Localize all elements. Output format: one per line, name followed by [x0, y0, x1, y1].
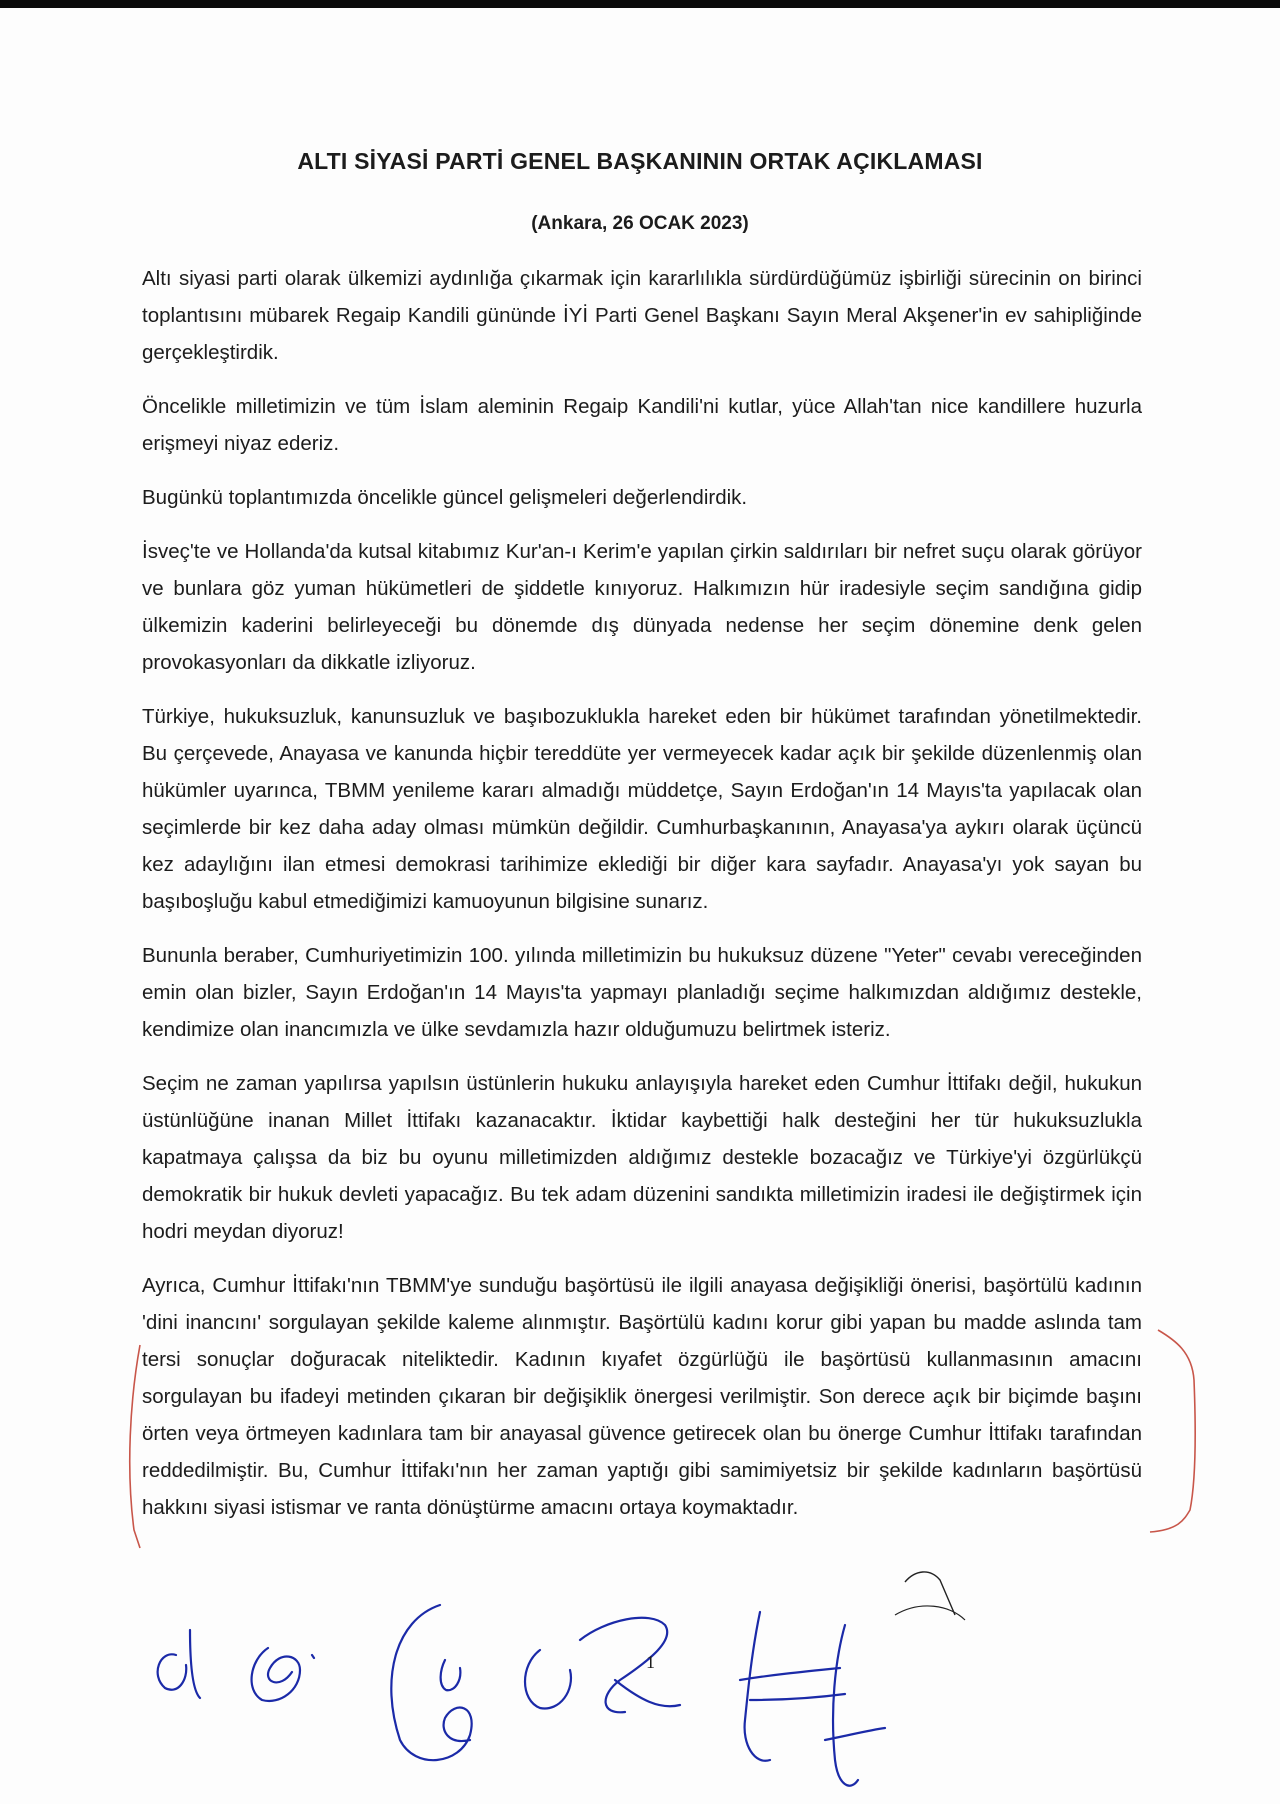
signature-6	[825, 1625, 885, 1786]
signature-3	[391, 1605, 471, 1760]
signature-1	[158, 1630, 200, 1698]
document-title: ALTI SİYASİ PARTİ GENEL BAŞKANININ ORTAK AÇIKLAMASI	[297, 148, 983, 174]
signatures-block	[0, 1590, 1280, 1804]
paragraph-5: Türkiye, hukuksuzluk, kanunsuzluk ve başıbozuklukla hareket eden bir hükümet tarafından yönetilmektedir. Bu çerçevede, Anayasa ve kanunda hiçbir tereddüte yer vermeyecek kadar açık bir şekilde düzenlenmiş olan hükümler uyarınca, TBMM yenileme kararı almadığı müddetçe, Sayın Erdoğan'ın 14 Mayıs'ta yapılacak olan seçimlerde bir kez daha aday olması mümkün değildir. Cumhurbaşkanının, Anayasa'ya aykırı olarak üçüncü kez adaylığını ilan etmesi demokrasi tarihimize eklediği bir diğer kara sayfadır. Anayasa'yı yok sayan bu başıboşluğu kabul etmediğimizi kamuoyunun bilgisine sunarız.	[142, 705, 1142, 913]
paragraph-8-annotated: Ayrıca, Cumhur İttifakı'nın TBMM'ye sunduğu başörtüsü ile ilgili anayasa değişikliği önerisi, başörtülü kadının 'dini inancını' sorgulayan şekilde kaleme alınmıştır. Başörtülü kadını korur gibi yapan bu madde aslında tam tersi sonuçlar doğuracak niteliktedir. Kadının kıyafet özgürlüğü ile başörtüsü kullanmasının amacını sorgulayan bu ifadeyi metinden çıkaran bir değişiklik önergesi verilmiştir. Son derece açık bir biçimde başını örten veya örtmeyen kadınlara tam bir anayasal güvence getirecek olan bu önerge Cumhur İttifakı tarafından reddedilmiştir. Bu, Cumhur İttifakı'nın her zaman yaptığı gibi samimiyetsiz bir şekilde kadınların başörtüsü hakkını siyasi istismar ve ranta dönüştürme amacını ortaya koymaktadır.	[142, 1274, 1142, 1519]
paragraph-4: İsveç'te ve Hollanda'da kutsal kitabımız Kur'an-ı Kerim'e yapılan çirkin saldırıları bir nefret suçu olarak görüyor ve bunlara göz yuman hükümetleri de şiddetle kınıyoruz. Halkımızın hür iradesiyle seçim sandığına gidip ülkemizin kaderini belirleyeceği bu dönemde dış dünyada nedense her seçim dönemine denk gelen provokasyonları da dikkatle izliyoruz.	[142, 540, 1142, 674]
page-number: 1	[646, 1652, 655, 1672]
paragraph-6: Bununla beraber, Cumhuriyetimizin 100. yılında milletimizin bu hukuksuz düzene "Yeter" cevabı vereceğinden emin olan bizler, Sayın Erdoğan'ın 14 Mayıs'ta yapmayı planladığı seçime halkımızdan aldığımız destekle, kendimize olan inancımızla ve ülke sevdamızla hazır olduğumuzu belirtmek isteriz.	[142, 944, 1142, 1041]
top-bar	[0, 0, 1280, 8]
paragraph-7: Seçim ne zaman yapılırsa yapılsın üstünlerin hukuku anlayışıyla hareket eden Cumhur İttifakı değil, hukukun üstünlüğüne inanan Millet İttifakı kazanacaktır. İktidar kaybettiği halk desteğini her tür hukuksuzlukla kapatmaya çalışsa da biz bu oyunu milletimizden aldığımız destekle bozacağız ve Türkiye'yi özgürlükçü demokratik bir hukuk devleti yapacağız. Bu tek adam düzenini sandıkta milletimizin iradesi ile değiştirmek için hodri meydan diyoruz!	[142, 1072, 1142, 1243]
paragraph-3: Bugünkü toplantımızda öncelikle güncel gelişmeleri değerlendirdik.	[142, 486, 748, 509]
paragraph-1: Altı siyasi parti olarak ülkemizi aydınlığa çıkarmak için kararlılıkla sürdürdüğümüz işbirliği sürecinin on birinci toplantısını mübarek Regaip Kandili gününde İYİ Parti Genel Başkanı Sayın Meral Akşener'in ev sahipliğinde gerçekleştirdik.	[142, 267, 1142, 364]
document-body	[142, 260, 1142, 1526]
signature-4	[525, 1618, 680, 1713]
paragraph-2: Öncelikle milletimizin ve tüm İslam aleminin Regaip Kandili'ni kutlar, yüce Allah'tan nice kandillere huzurla erişmeyi niyaz ederiz.	[142, 395, 1142, 455]
signature-2	[252, 1648, 314, 1701]
document-subtitle: (Ankara, 26 OCAK 2023)	[531, 213, 749, 234]
